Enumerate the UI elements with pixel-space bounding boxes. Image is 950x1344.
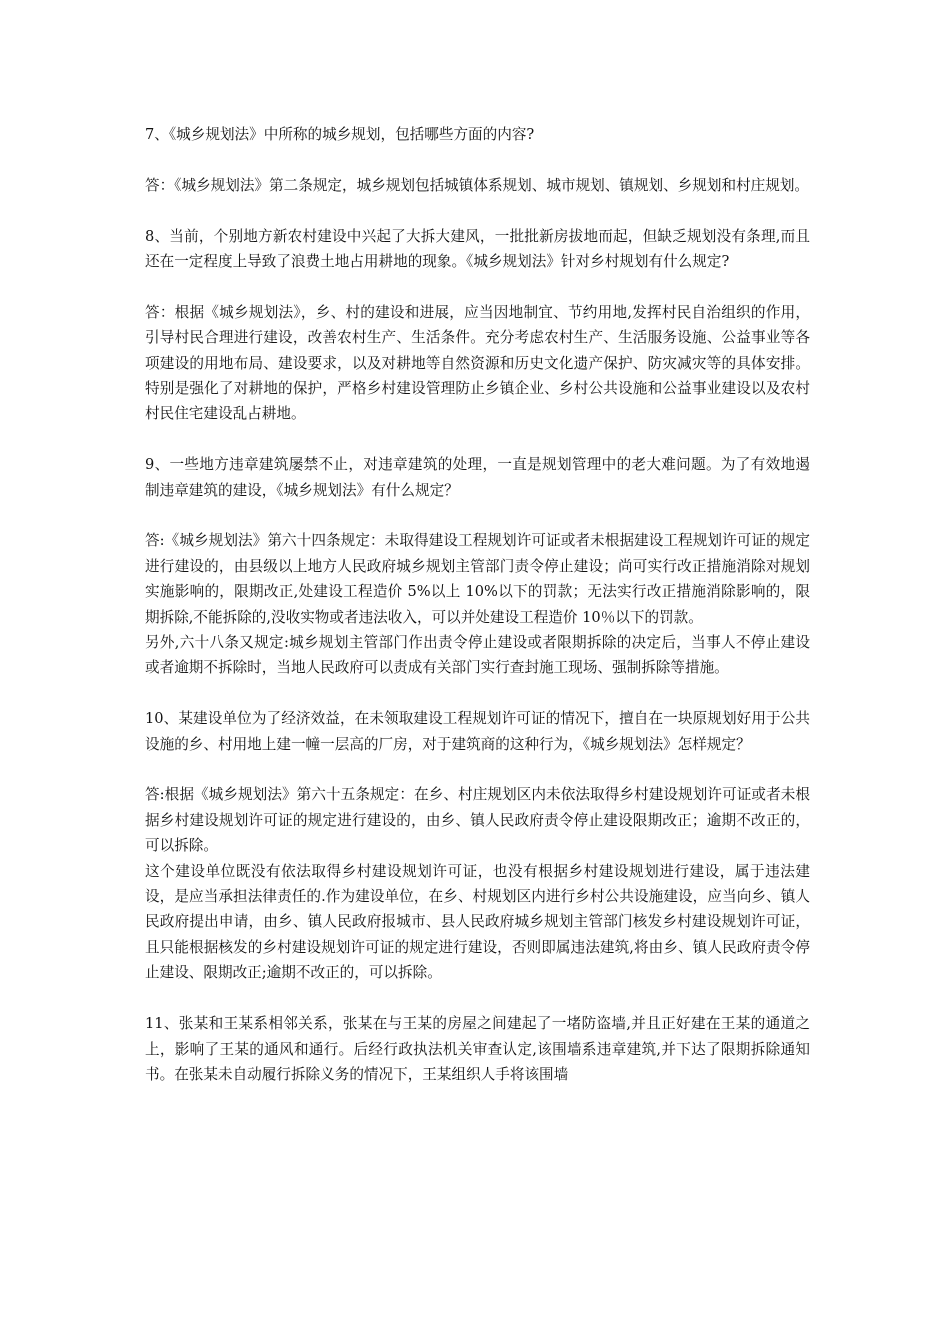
- answer-8: [145, 300, 810, 427]
- question-9: [145, 452, 810, 503]
- answer-text: 答:根据《城乡规划法》第六十五条规定：在乡、村庄规划区内未依法取得乡村建设规划许可证或者未根据乡村建设规划许可证的规定进行建设的，由乡、镇人民政府责令停止建设限期改正；逾期不改正的，可以拆除。: [145, 786, 810, 855]
- answer-text: 答:《城乡规划法》第六十四条规定：未取得建设工程规划许可证或者未根据建设工程规划许可证的规定进行建设的，由县级以上地方人民政府城乡规划主管部门责令停止建设；尚可实行改正措施消除对规划实施影响的，限期改正,处建设工程造价 5%以上 10%以下的罚款；无法实行改正措施消除影响的，限期拆除,不能拆除的,没收实物或者违法收入，可以并处建设工程造价 10％以下的罚款。: [145, 532, 810, 626]
- question-7: [145, 122, 810, 147]
- answer-9: [145, 528, 810, 680]
- question-text: 11、张某和王某系相邻关系，张某在与王某的房屋之间建起了一堵防盗墙,并且正好建在王某的通道之上，影响了王某的通风和通行。后经行政执法机关审查认定,该围墙系违章建筑,并下达了限期拆除通知书。在张某未自动履行拆除义务的情况下，王某组织人手将该围墙: [145, 1015, 810, 1083]
- answer-text-supplement: 另外,六十八条又规定:城乡规划主管部门作出责令停止建设或者限期拆除的决定后，当事人不停止建设或者逾期不拆除时，当地人民政府可以责成有关部门实行查封施工现场、强制拆除等措施。: [145, 634, 810, 677]
- question-10: [145, 706, 810, 757]
- question-11: [145, 1011, 810, 1087]
- question-8: [145, 224, 810, 275]
- answer-text-supplement: 这个建设单位既没有依法取得乡村建设规划许可证，也没有根据乡村建设规划进行建设，属于违法建设，是应当承担法律责任的.作为建设单位，在乡、村规划区内进行乡村公共设施建设，应当向乡、镇人民政府提出申请，由乡、镇人民政府报城市、县人民政府城乡规划主管部门核发乡村建设规划许可证，且只能根据核发的乡村建设规划许可证的规定进行建设，否则即属违法建筑,将由乡、镇人民政府责令停止建设、限期改正;逾期不改正的，可以拆除。: [145, 862, 810, 982]
- answer-7: [145, 173, 810, 198]
- question-text: 9、一些地方违章建筑屡禁不止，对违章建筑的处理，一直是规划管理中的老大难问题。为了有效地遏制违章建筑的建设，《城乡规划法》有什么规定？: [145, 456, 810, 499]
- answer-10: [145, 782, 810, 985]
- document-page: [145, 122, 810, 1113]
- answer-text: 答：《城乡规划法》第二条规定，城乡规划包括城镇体系规划、城市规划、镇规划、乡规划和村庄规划。: [145, 176, 810, 194]
- question-text: 7、《城乡规划法》中所称的城乡规划，包括哪些方面的内容?: [145, 126, 535, 143]
- question-text: 8、当前，个别地方新农村建设中兴起了大拆大建风，一批批新房拔地而起，但缺乏规划没有条理,而且还在一定程度上导致了浪费土地占用耕地的现象。《城乡规划法》针对乡村规划有什么规定?: [145, 227, 810, 270]
- question-text: 10、某建设单位为了经济效益，在未领取建设工程规划许可证的情况下，擅自在一块原规划好用于公共设施的乡、村用地上建一幢一层高的厂房，对于建筑商的这种行为，《城乡规划法》怎样规定？: [145, 710, 810, 753]
- answer-text: 答：根据《城乡规划法》，乡、村的建设和进展，应当因地制宜、节约用地,发挥村民自治组织的作用，引导村民合理进行建设，改善农村生产、生活条件。充分考虑农村生产、生活服务设施、公益事业等各项建设的用地布局、建设要求，以及对耕地等自然资源和历史文化遗产保护、防灾减灾等的具体安排。特别是强化了对耕地的保护，严格乡村建设管理防止乡镇企业、乡村公共设施和公益事业建设以及农村村民住宅建设乱占耕地。: [145, 303, 810, 423]
